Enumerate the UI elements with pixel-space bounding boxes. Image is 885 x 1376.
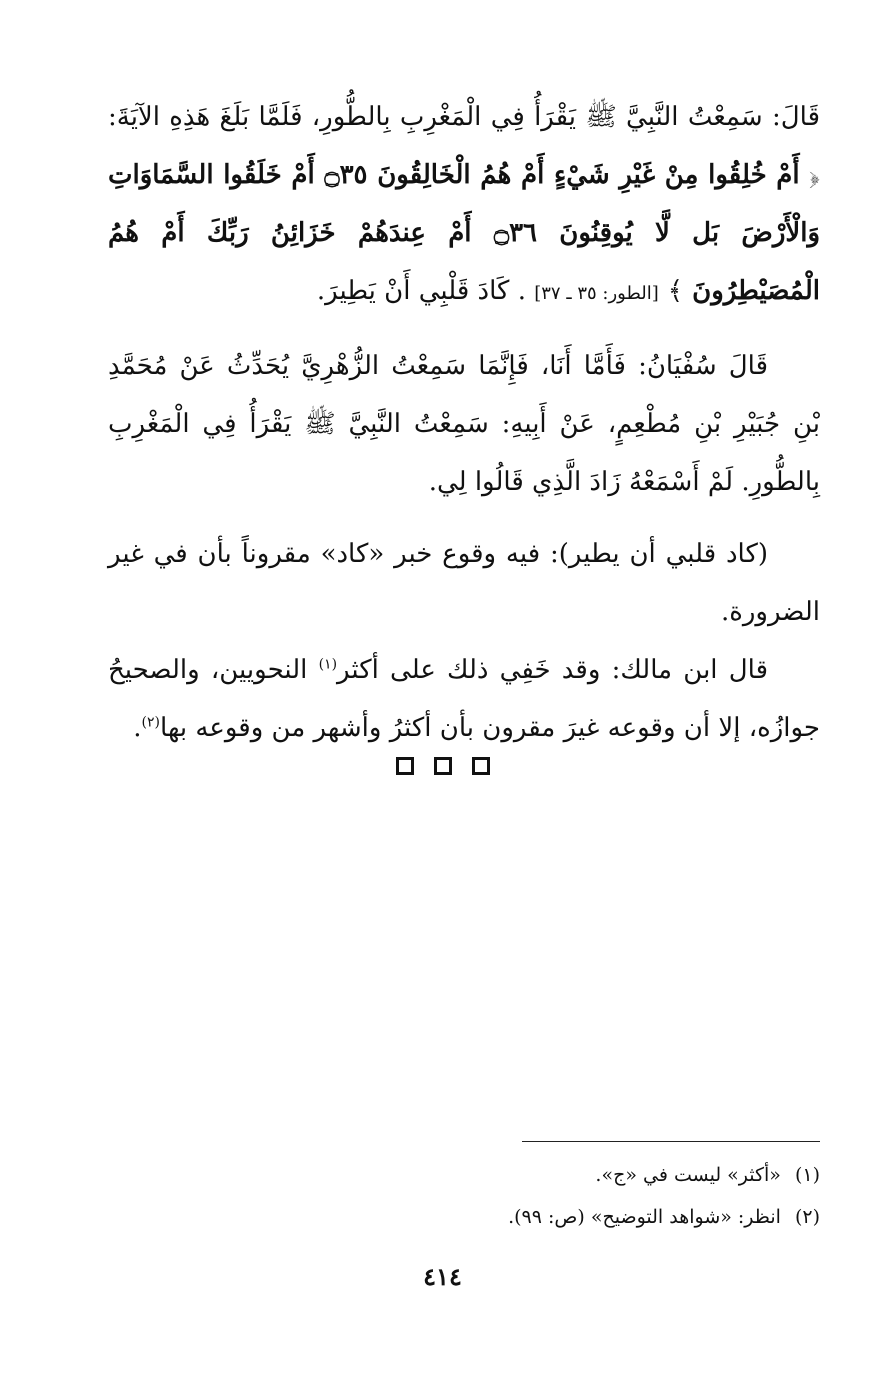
hadith-outro-text: . كَادَ قَلْبِي أَنْ يَطِيرَ. bbox=[316, 276, 526, 306]
footnote-text: «أكثر» ليست في «ج». bbox=[595, 1164, 781, 1186]
separator-square-icon bbox=[472, 757, 490, 775]
separator-square-icon bbox=[396, 757, 414, 775]
page-number: ٤١٤ bbox=[423, 1262, 462, 1291]
footnote-item bbox=[200, 1196, 820, 1238]
footnote-divider bbox=[522, 1141, 820, 1142]
paragraph-sufyan: قَالَ سُفْيَانُ: فَأَمَّا أَنَا، فَإِنَّمَا سَمِعْتُ الزُّهْرِيَّ يُحَدِّثُ عَنْ مُحَمَّدِ بْنِ جُبَيْرِ بْنِ مُطْعِمٍ، عَنْ أَبِيهِ: سَمِعْتُ النَّبِيَّ ﷺ يَقْرَأُ فِي الْمَغْرِبِ بِالطُّورِ. لَمْ أَسْمَعْهُ زَادَ الَّذِي قَالُوا لِي. bbox=[108, 351, 820, 497]
footnote-number: (١) bbox=[794, 1164, 820, 1186]
footnote-ref-1: (١) bbox=[318, 656, 338, 673]
ibn-malik-text-b: النحويين، والصحيحُ جوازُه، إلا أن وقوعه غيرَ مقرون بأن أكثرُ وأشهر من وقوعه بها bbox=[108, 655, 820, 743]
footnote-number: (٢) bbox=[794, 1206, 820, 1228]
section-separator bbox=[0, 757, 885, 775]
ibn-malik-text-a: قال ابن مالك: وقد خَفِي ذلك على أكثر bbox=[337, 655, 768, 685]
verse-text: أَمْ خُلِقُوا مِنْ غَيْرِ شَيْءٍ أَمْ هُمُ الْخَالِقُونَ ۝٣٥ أَمْ خَلَقُوا السَّمَاوَاتِ وَالْأَرْضَ بَل لَّا يُوقِنُونَ ۝٣٦ أَمْ عِندَهُمْ خَزَائِنُ رَبِّكَ أَمْ هُمُ الْمُصَيْطِرُونَ bbox=[108, 160, 820, 306]
paragraph-ibn-malik bbox=[108, 641, 820, 757]
paragraph-hadith bbox=[108, 88, 820, 323]
main-text bbox=[108, 88, 820, 757]
hadith-intro-text: قَالَ: سَمِعْتُ النَّبِيَّ ﷺ يَقْرَأُ فِي الْمَغْرِبِ بِالطُّورِ، فَلَمَّا بَلَغَ هَذِهِ الآيَةَ: bbox=[108, 102, 820, 132]
footnote-ref-2: (٢) bbox=[141, 714, 161, 731]
footnotes bbox=[200, 1154, 820, 1238]
ibn-malik-text-c: . bbox=[133, 713, 142, 743]
separator-square-icon bbox=[434, 757, 452, 775]
paragraph-commentary: (كاد قلبي أن يطير): فيه وقوع خبر «كاد» مقروناً بأن في غير الضرورة. bbox=[108, 539, 820, 627]
verse-close-bracket: ﴾ bbox=[667, 276, 684, 306]
verse-open-bracket: ﴿ bbox=[809, 160, 820, 190]
footnote-item bbox=[200, 1154, 820, 1196]
verse-reference: [الطور: ٣٥ ـ ٣٧] bbox=[534, 283, 659, 304]
footnote-text: انظر: «شواهد التوضيح» (ص: ٩٩). bbox=[508, 1206, 781, 1228]
